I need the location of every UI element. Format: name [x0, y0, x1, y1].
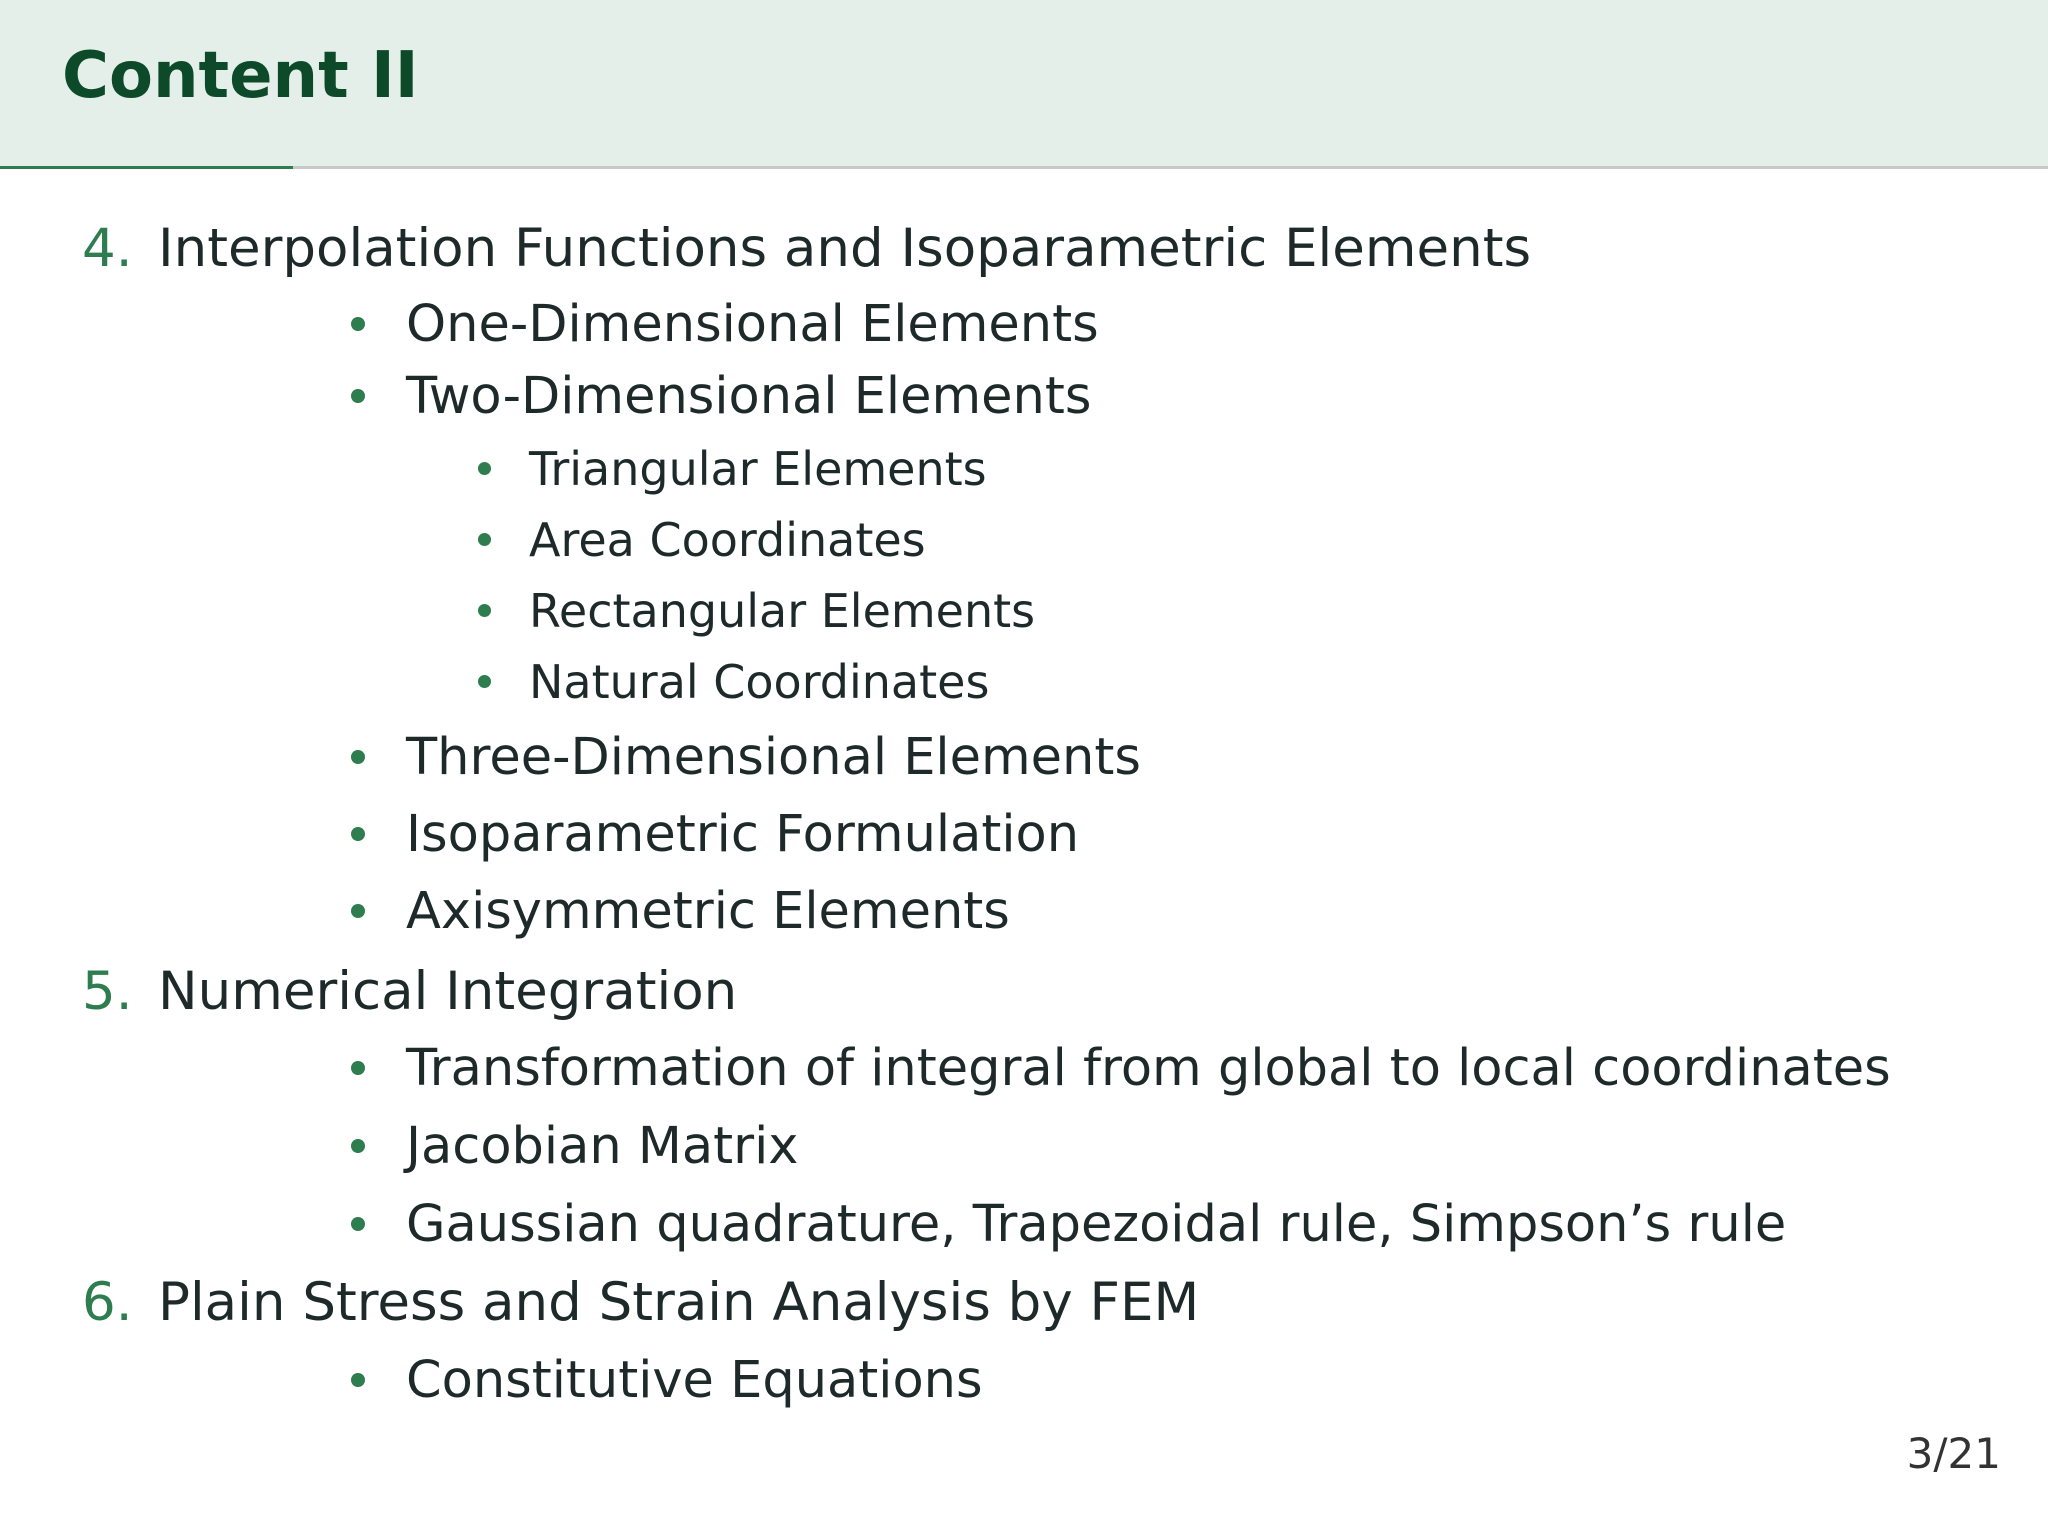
bullet-icon — [478, 604, 491, 617]
list-item: Constitutive Equations — [406, 1351, 983, 1410]
list-item: Isoparametric Formulation — [406, 805, 1080, 864]
bullet-icon — [351, 904, 365, 918]
bullet-icon — [351, 827, 365, 841]
bullet-icon — [351, 317, 365, 331]
list-item: One-Dimensional Elements — [406, 295, 1099, 354]
bullet-icon — [351, 1139, 365, 1153]
bullet-icon — [478, 533, 491, 546]
bullet-icon — [351, 750, 365, 764]
header-divider — [0, 166, 2048, 169]
section-title: Interpolation Functions and Isoparametric Elements — [158, 218, 1532, 279]
bullet-icon — [351, 1061, 365, 1075]
slide-title: Content II — [62, 39, 419, 113]
header-divider-accent — [0, 166, 293, 169]
list-item: Transformation of integral from global to local coordinates — [406, 1039, 1891, 1098]
bullet-icon — [478, 675, 491, 688]
sub-list-item: Triangular Elements — [529, 442, 987, 496]
list-item: Two-Dimensional Elements — [406, 367, 1092, 426]
sub-list-item: Natural Coordinates — [529, 655, 990, 709]
bullet-icon — [351, 389, 365, 403]
section-number: 6. — [82, 1272, 133, 1333]
bullet-icon — [351, 1373, 365, 1387]
page-number: 3/21 — [1906, 1429, 2001, 1478]
sub-list-item: Rectangular Elements — [529, 584, 1036, 638]
list-item: Gaussian quadrature, Trapezoidal rule, Simpson’s rule — [406, 1195, 1787, 1254]
section-number: 5. — [82, 961, 133, 1022]
bullet-icon — [478, 462, 491, 475]
sub-list-item: Area Coordinates — [529, 513, 926, 567]
bullet-icon — [351, 1217, 365, 1231]
list-item: Jacobian Matrix — [406, 1117, 799, 1176]
section-title: Numerical Integration — [158, 961, 738, 1022]
list-item: Axisymmetric Elements — [406, 882, 1010, 941]
list-item: Three-Dimensional Elements — [406, 728, 1141, 787]
section-number: 4. — [82, 218, 133, 279]
section-title: Plain Stress and Strain Analysis by FEM — [158, 1272, 1200, 1333]
